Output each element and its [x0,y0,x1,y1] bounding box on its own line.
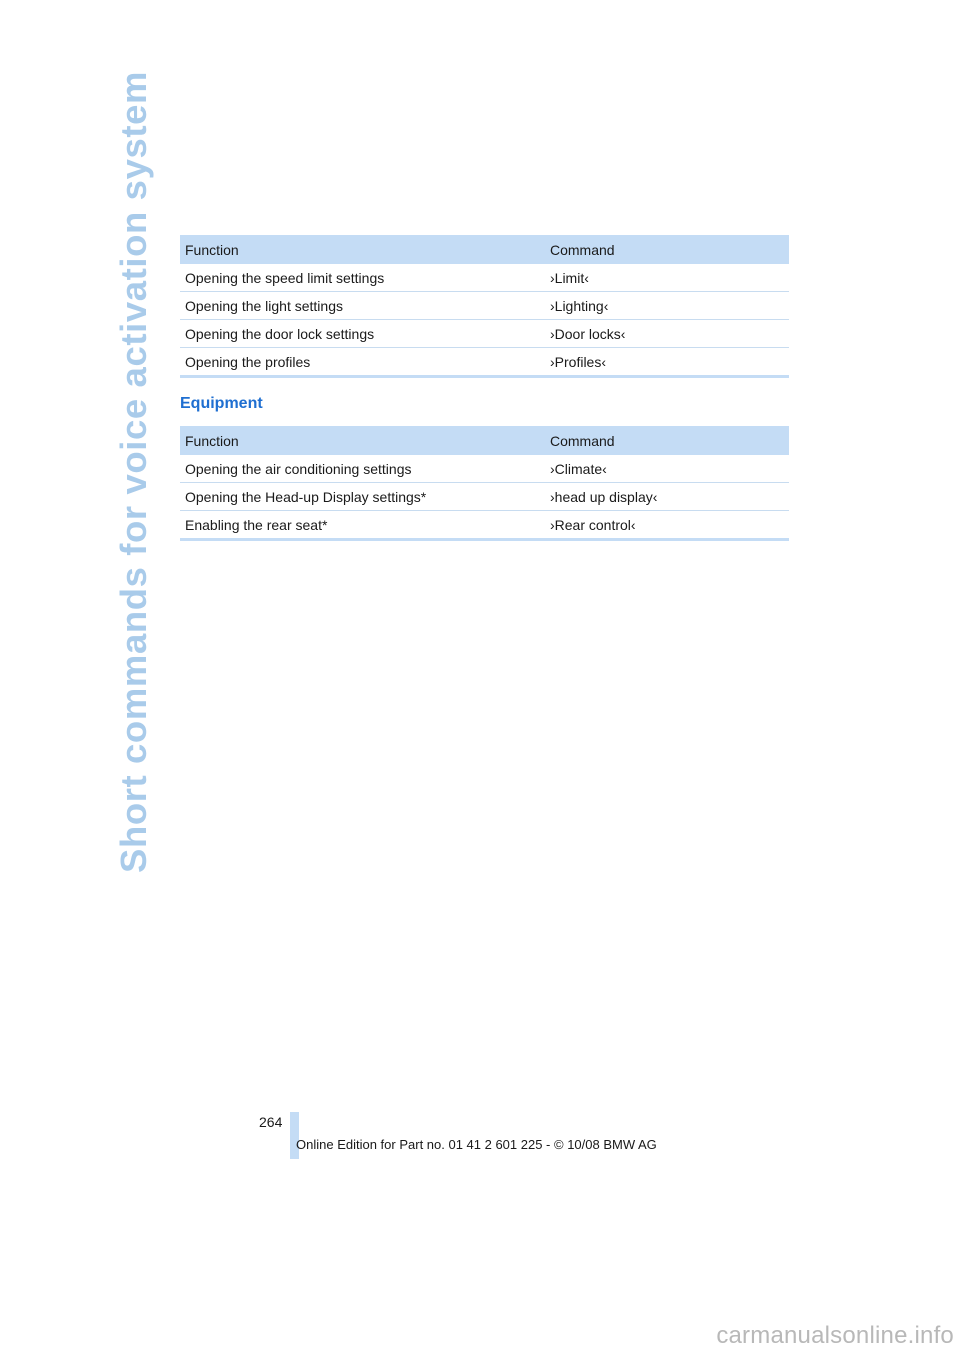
page-number: 264 [259,1114,283,1130]
table-row [180,348,789,377]
table-row [180,320,789,348]
command-cell: ›Limit‹ [545,264,789,292]
equipment-command-table [180,426,789,541]
table-header-row [180,426,789,455]
command-cell: ›Door locks‹ [545,320,789,348]
chapter-title: Short commands for voice activation system [113,70,154,873]
edition-notice: Online Edition for Part no. 01 41 2 601 225 - © 10/08 BMW AG [296,1137,657,1152]
command-cell: ›Rear control‹ [545,511,789,540]
watermark: carmanualsonline.info [716,1322,954,1349]
table-row [180,483,789,511]
function-cell: Opening the Head-up Display settings* [180,483,545,511]
settings-command-table [180,235,789,378]
command-cell: ›Climate‹ [545,455,789,483]
command-cell: ›Lighting‹ [545,292,789,320]
function-cell: Opening the door lock settings [180,320,545,348]
table-row [180,292,789,320]
function-cell: Enabling the rear seat* [180,511,545,540]
function-cell: Opening the speed limit settings [180,264,545,292]
function-cell: Opening the light settings [180,292,545,320]
command-cell: ›Profiles‹ [545,348,789,377]
table-header-row [180,235,789,264]
function-cell: Opening the air conditioning settings [180,455,545,483]
column-header-command: Command [545,426,789,455]
table-row [180,264,789,292]
table-row [180,511,789,540]
column-header-function: Function [180,235,545,264]
table-row [180,455,789,483]
function-cell: Opening the profiles [180,348,545,377]
command-cell: ›head up display‹ [545,483,789,511]
section-heading-equipment: Equipment [180,395,263,412]
column-header-function: Function [180,426,545,455]
column-header-command: Command [545,235,789,264]
